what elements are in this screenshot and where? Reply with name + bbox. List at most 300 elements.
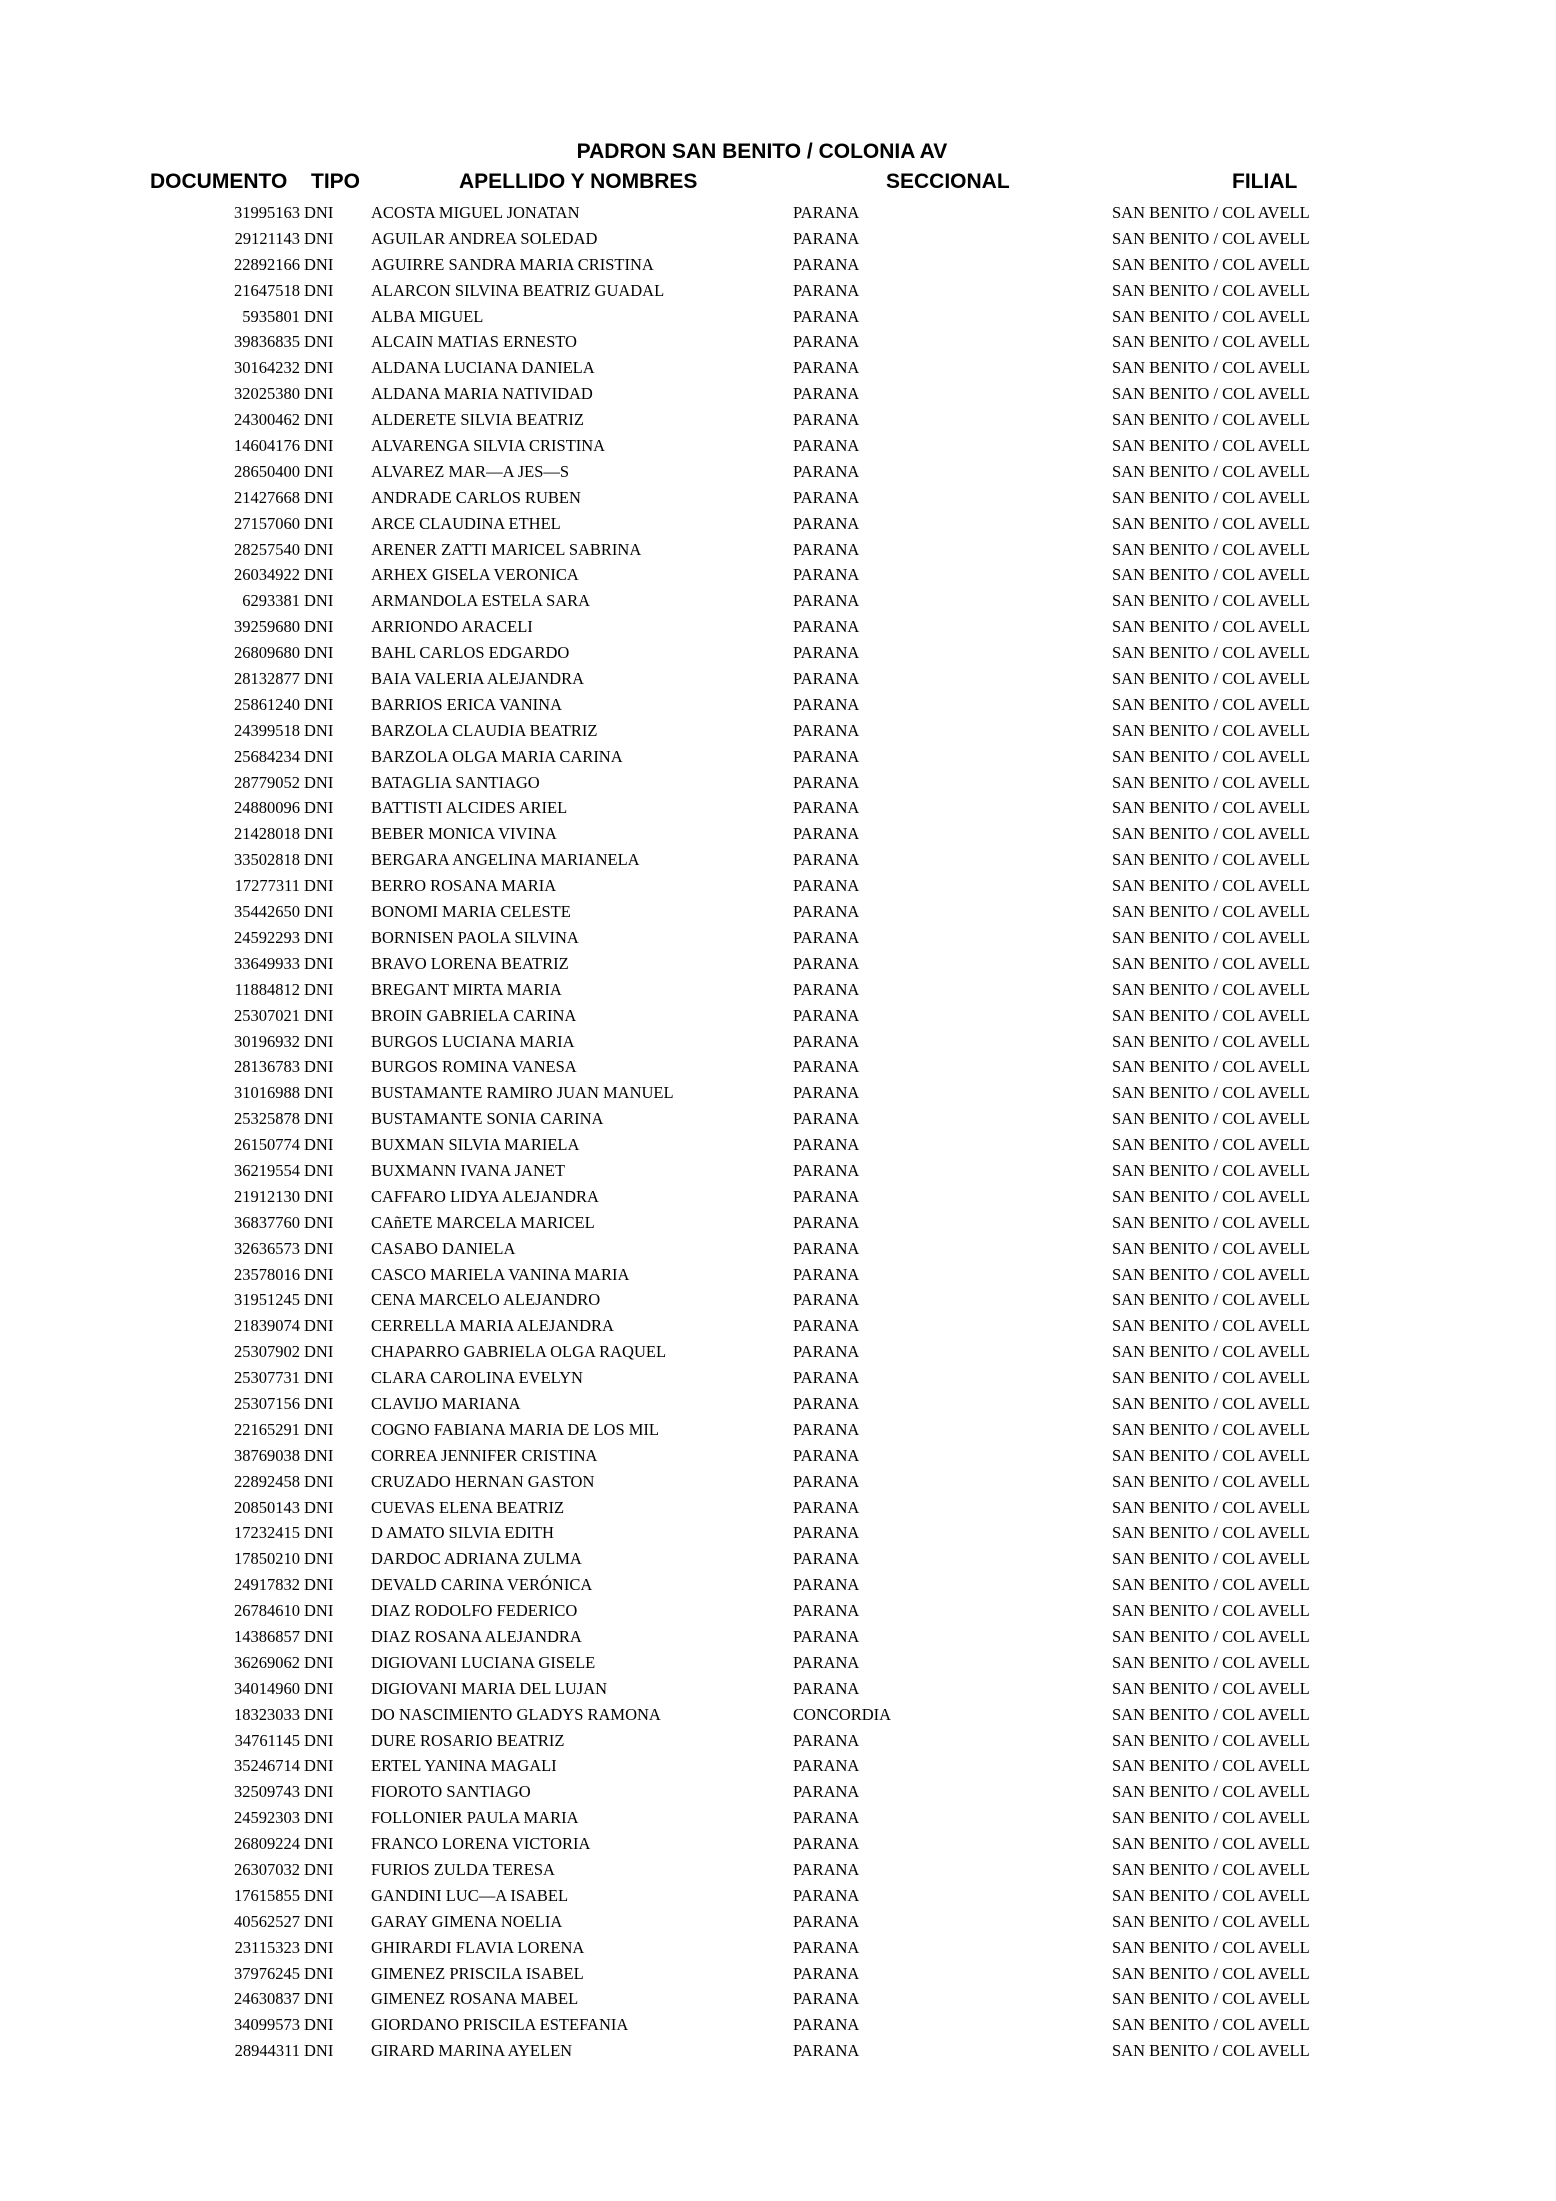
cell-filial: SAN BENITO / COL AVELL: [1112, 1160, 1310, 1180]
cell-tipo: DNI: [304, 824, 334, 844]
cell-tipo: DNI: [304, 410, 334, 430]
cell-apellido-y-nombres: BAIA VALERIA ALEJANDRA: [371, 669, 584, 689]
cell-filial: SAN BENITO / COL AVELL: [1112, 876, 1310, 896]
cell-filial: SAN BENITO / COL AVELL: [1112, 694, 1310, 714]
cell-apellido-y-nombres: DARDOC ADRIANA ZULMA: [371, 1549, 582, 1569]
cell-seccional: PARANA: [793, 746, 860, 766]
cell-documento: 31016988: [234, 1083, 300, 1103]
cell-documento: 28132877: [234, 669, 300, 689]
table-row: [0, 795, 1556, 821]
cell-tipo: DNI: [304, 876, 334, 896]
table-row: [0, 770, 1556, 796]
cell-documento: 25684234: [234, 746, 300, 766]
cell-apellido-y-nombres: CENA MARCELO ALEJANDRO: [371, 1290, 601, 1310]
cell-documento: 17232415: [234, 1523, 300, 1543]
cell-documento: 25307902: [234, 1342, 300, 1362]
cell-documento: 33502818: [234, 850, 300, 870]
cell-filial: SAN BENITO / COL AVELL: [1112, 1911, 1310, 1931]
cell-filial: SAN BENITO / COL AVELL: [1112, 1471, 1310, 1491]
cell-tipo: DNI: [304, 669, 334, 689]
cell-tipo: DNI: [304, 720, 334, 740]
cell-filial: SAN BENITO / COL AVELL: [1112, 1575, 1310, 1595]
cell-seccional: PARANA: [793, 1471, 860, 1491]
cell-filial: SAN BENITO / COL AVELL: [1112, 902, 1310, 922]
cell-documento: 28779052: [234, 772, 300, 792]
cell-tipo: DNI: [304, 772, 334, 792]
table-row: [0, 537, 1556, 563]
cell-seccional: PARANA: [793, 1989, 860, 2009]
cell-tipo: DNI: [304, 1575, 334, 1595]
cell-documento: 34099573: [234, 2015, 300, 2035]
cell-documento: 21647518: [234, 280, 300, 300]
cell-tipo: DNI: [304, 746, 334, 766]
table-row: [0, 433, 1556, 459]
cell-documento: 25307731: [234, 1368, 300, 1388]
cell-apellido-y-nombres: AGUIRRE SANDRA MARIA CRISTINA: [371, 254, 654, 274]
cell-apellido-y-nombres: DIAZ ROSANA ALEJANDRA: [371, 1626, 582, 1646]
cell-tipo: DNI: [304, 384, 334, 404]
cell-documento: 17615855: [234, 1885, 300, 1905]
cell-apellido-y-nombres: BARRIOS ERICA VANINA: [371, 694, 563, 714]
cell-documento: 34761145: [234, 1730, 300, 1750]
cell-filial: SAN BENITO / COL AVELL: [1112, 1445, 1310, 1465]
cell-documento: 25861240: [234, 694, 300, 714]
table-row: [0, 1262, 1556, 1288]
cell-apellido-y-nombres: CLARA CAROLINA EVELYN: [371, 1368, 583, 1388]
cell-seccional: PARANA: [793, 876, 860, 896]
table-row: [0, 1935, 1556, 1961]
cell-apellido-y-nombres: BROIN GABRIELA CARINA: [371, 1005, 577, 1025]
cell-seccional: PARANA: [793, 1601, 860, 1621]
cell-tipo: DNI: [304, 617, 334, 637]
cell-apellido-y-nombres: BERRO ROSANA MARIA: [371, 876, 557, 896]
cell-seccional: PARANA: [793, 436, 860, 456]
cell-tipo: DNI: [304, 306, 334, 326]
cell-tipo: DNI: [304, 1135, 334, 1155]
cell-filial: SAN BENITO / COL AVELL: [1112, 280, 1310, 300]
cell-tipo: DNI: [304, 979, 334, 999]
cell-apellido-y-nombres: DO NASCIMIENTO GLADYS RAMONA: [371, 1704, 661, 1724]
cell-tipo: DNI: [304, 436, 334, 456]
table-row: [0, 977, 1556, 1003]
cell-filial: SAN BENITO / COL AVELL: [1112, 1057, 1310, 1077]
cell-apellido-y-nombres: BONOMI MARIA CELESTE: [371, 902, 571, 922]
table-row: [0, 1365, 1556, 1391]
cell-filial: SAN BENITO / COL AVELL: [1112, 1264, 1310, 1284]
cell-documento: 28136783: [234, 1057, 300, 1077]
cell-tipo: DNI: [304, 1652, 334, 1672]
cell-seccional: PARANA: [793, 953, 860, 973]
cell-seccional: PARANA: [793, 902, 860, 922]
cell-filial: SAN BENITO / COL AVELL: [1112, 953, 1310, 973]
cell-tipo: DNI: [304, 280, 334, 300]
cell-documento: 31995163: [234, 203, 300, 222]
cell-apellido-y-nombres: BATTISTI ALCIDES ARIEL: [371, 798, 568, 818]
cell-seccional: PARANA: [793, 1264, 860, 1284]
cell-tipo: DNI: [304, 1471, 334, 1491]
cell-tipo: DNI: [304, 1419, 334, 1439]
table-row: [0, 1753, 1556, 1779]
table-row: [0, 1546, 1556, 1572]
cell-tipo: DNI: [304, 2041, 334, 2061]
table-row: [0, 588, 1556, 614]
cell-seccional: PARANA: [793, 1083, 860, 1103]
cell-filial: SAN BENITO / COL AVELL: [1112, 410, 1310, 430]
cell-seccional: PARANA: [793, 824, 860, 844]
cell-seccional: PARANA: [793, 617, 860, 637]
cell-seccional: PARANA: [793, 1342, 860, 1362]
cell-seccional: PARANA: [793, 669, 860, 689]
cell-filial: SAN BENITO / COL AVELL: [1112, 436, 1310, 456]
cell-apellido-y-nombres: CHAPARRO GABRIELA OLGA RAQUEL: [371, 1342, 667, 1362]
cell-documento: 26307032: [234, 1860, 300, 1879]
cell-filial: SAN BENITO / COL AVELL: [1112, 461, 1310, 481]
cell-tipo: DNI: [304, 1083, 334, 1103]
cell-apellido-y-nombres: BATAGLIA SANTIAGO: [371, 772, 540, 792]
cell-apellido-y-nombres: ERTEL YANINA MAGALI: [371, 1756, 557, 1776]
cell-tipo: DNI: [304, 927, 334, 947]
table-row: [0, 1702, 1556, 1728]
cell-filial: SAN BENITO / COL AVELL: [1112, 539, 1310, 559]
cell-filial: SAN BENITO / COL AVELL: [1112, 1549, 1310, 1569]
table-row: [0, 1598, 1556, 1624]
cell-tipo: DNI: [304, 254, 334, 274]
cell-apellido-y-nombres: BURGOS ROMINA VANESA: [371, 1057, 577, 1077]
cell-apellido-y-nombres: ARRIONDO ARACELI: [371, 617, 533, 637]
cell-filial: SAN BENITO / COL AVELL: [1112, 332, 1310, 352]
cell-documento: 24592293: [234, 927, 300, 947]
cell-documento: 25307021: [234, 1005, 300, 1025]
cell-apellido-y-nombres: DIAZ RODOLFO FEDERICO: [371, 1601, 578, 1621]
cell-apellido-y-nombres: DEVALD CARINA VERÓNICA: [371, 1575, 593, 1595]
table-row: [0, 951, 1556, 977]
cell-filial: SAN BENITO / COL AVELL: [1112, 1834, 1310, 1854]
cell-apellido-y-nombres: BORNISEN PAOLA SILVINA: [371, 927, 579, 947]
cell-apellido-y-nombres: CLAVIJO MARIANA: [371, 1393, 521, 1413]
cell-seccional: PARANA: [793, 1911, 860, 1931]
cell-apellido-y-nombres: CAFFARO LIDYA ALEJANDRA: [371, 1186, 599, 1206]
cell-seccional: PARANA: [793, 1782, 860, 1802]
cell-tipo: DNI: [304, 1368, 334, 1388]
cell-seccional: PARANA: [793, 513, 860, 533]
cell-documento: 24592303: [234, 1808, 300, 1828]
cell-seccional: PARANA: [793, 798, 860, 818]
cell-filial: SAN BENITO / COL AVELL: [1112, 1316, 1310, 1336]
cell-apellido-y-nombres: ALDERETE SILVIA BEATRIZ: [371, 410, 584, 430]
cell-seccional: PARANA: [793, 203, 860, 222]
table-row: [0, 1443, 1556, 1469]
table-row: [0, 1779, 1556, 1805]
cell-tipo: DNI: [304, 1005, 334, 1025]
cell-filial: SAN BENITO / COL AVELL: [1112, 1342, 1310, 1362]
table-row: [0, 666, 1556, 692]
cell-seccional: PARANA: [793, 694, 860, 714]
cell-filial: SAN BENITO / COL AVELL: [1112, 306, 1310, 326]
cell-documento: 28944311: [234, 2041, 300, 2061]
cell-documento: 35442650: [234, 902, 300, 922]
cell-documento: 26809680: [234, 643, 300, 663]
table-row: [0, 1236, 1556, 1262]
cell-filial: SAN BENITO / COL AVELL: [1112, 1937, 1310, 1957]
cell-apellido-y-nombres: ANDRADE CARLOS RUBEN: [371, 487, 581, 507]
table-row: [0, 2038, 1556, 2064]
table-row: [0, 2012, 1556, 2038]
cell-filial: SAN BENITO / COL AVELL: [1112, 1860, 1310, 1879]
cell-seccional: PARANA: [793, 332, 860, 352]
cell-documento: 33649933: [234, 953, 300, 973]
cell-tipo: DNI: [304, 798, 334, 818]
cell-seccional: PARANA: [793, 1575, 860, 1595]
cell-filial: SAN BENITO / COL AVELL: [1112, 1523, 1310, 1543]
cell-apellido-y-nombres: CRUZADO HERNAN GASTON: [371, 1471, 595, 1491]
cell-apellido-y-nombres: ARCE CLAUDINA ETHEL: [371, 513, 561, 533]
cell-filial: SAN BENITO / COL AVELL: [1112, 850, 1310, 870]
cell-documento: 26809224: [234, 1834, 300, 1854]
cell-tipo: DNI: [304, 1031, 334, 1051]
cell-apellido-y-nombres: ALBA MIGUEL: [371, 306, 484, 326]
table-row: [0, 1313, 1556, 1339]
cell-tipo: DNI: [304, 1834, 334, 1854]
table-row: [0, 1080, 1556, 1106]
cell-apellido-y-nombres: BRAVO LORENA BEATRIZ: [371, 953, 569, 973]
cell-filial: SAN BENITO / COL AVELL: [1112, 2041, 1310, 2061]
table-row: [0, 1676, 1556, 1702]
cell-documento: 14604176: [234, 436, 300, 456]
cell-filial: SAN BENITO / COL AVELL: [1112, 384, 1310, 404]
cell-filial: SAN BENITO / COL AVELL: [1112, 1031, 1310, 1051]
table-row: [0, 381, 1556, 407]
cell-documento: 22892166: [234, 254, 300, 274]
page-title: PADRON SAN BENITO / COLONIA AV: [576, 140, 948, 163]
header-seccional: SECCIONAL: [886, 170, 1010, 193]
cell-documento: 18323033: [234, 1704, 300, 1724]
cell-seccional: PARANA: [793, 720, 860, 740]
padron-table: [0, 200, 1556, 2064]
cell-filial: SAN BENITO / COL AVELL: [1112, 1704, 1310, 1724]
table-row: [0, 925, 1556, 951]
cell-filial: SAN BENITO / COL AVELL: [1112, 1756, 1310, 1776]
cell-apellido-y-nombres: BARZOLA CLAUDIA BEATRIZ: [371, 720, 598, 740]
cell-seccional: PARANA: [793, 539, 860, 559]
cell-apellido-y-nombres: CASABO DANIELA: [371, 1238, 516, 1258]
table-row: [0, 1857, 1556, 1883]
cell-seccional: PARANA: [793, 1135, 860, 1155]
cell-tipo: DNI: [304, 1549, 334, 1569]
cell-documento: 24630837: [234, 1989, 300, 2009]
cell-apellido-y-nombres: DURE ROSARIO BEATRIZ: [371, 1730, 565, 1750]
cell-apellido-y-nombres: GANDINI LUC—A ISABEL: [371, 1885, 569, 1905]
cell-apellido-y-nombres: D AMATO SILVIA EDITH: [371, 1523, 554, 1543]
cell-tipo: DNI: [304, 1238, 334, 1258]
cell-filial: SAN BENITO / COL AVELL: [1112, 1652, 1310, 1672]
cell-documento: 11884812: [234, 979, 300, 999]
table-row: [0, 1495, 1556, 1521]
table-row: [0, 1417, 1556, 1443]
table-row: [0, 1158, 1556, 1184]
cell-filial: SAN BENITO / COL AVELL: [1112, 228, 1310, 248]
cell-seccional: PARANA: [793, 228, 860, 248]
cell-seccional: PARANA: [793, 1031, 860, 1051]
cell-seccional: PARANA: [793, 1626, 860, 1646]
table-row: [0, 1029, 1556, 1055]
cell-documento: 30164232: [234, 358, 300, 378]
cell-tipo: DNI: [304, 358, 334, 378]
cell-seccional: PARANA: [793, 1808, 860, 1828]
cell-filial: SAN BENITO / COL AVELL: [1112, 1782, 1310, 1802]
cell-filial: SAN BENITO / COL AVELL: [1112, 487, 1310, 507]
cell-filial: SAN BENITO / COL AVELL: [1112, 746, 1310, 766]
table-row: [0, 1624, 1556, 1650]
cell-seccional: PARANA: [793, 1238, 860, 1258]
cell-tipo: DNI: [304, 1756, 334, 1776]
cell-filial: SAN BENITO / COL AVELL: [1112, 798, 1310, 818]
cell-seccional: PARANA: [793, 1393, 860, 1413]
cell-tipo: DNI: [304, 1937, 334, 1957]
cell-documento: 21839074: [234, 1316, 300, 1336]
cell-seccional: PARANA: [793, 1523, 860, 1543]
table-row: [0, 614, 1556, 640]
cell-seccional: PARANA: [793, 1109, 860, 1129]
table-row: [0, 562, 1556, 588]
cell-documento: 20850143: [234, 1497, 300, 1517]
table-row: [0, 511, 1556, 537]
cell-filial: SAN BENITO / COL AVELL: [1112, 1885, 1310, 1905]
cell-tipo: DNI: [304, 461, 334, 481]
cell-apellido-y-nombres: ALDANA MARIA NATIVIDAD: [371, 384, 593, 404]
cell-filial: SAN BENITO / COL AVELL: [1112, 720, 1310, 740]
cell-tipo: DNI: [304, 1057, 334, 1077]
table-row: [0, 1339, 1556, 1365]
cell-apellido-y-nombres: BUXMANN IVANA JANET: [371, 1160, 566, 1180]
cell-tipo: DNI: [304, 487, 334, 507]
cell-seccional: PARANA: [793, 1445, 860, 1465]
header-filial: FILIAL: [1232, 170, 1298, 193]
header-tipo: TIPO: [311, 170, 361, 193]
table-row: [0, 1520, 1556, 1546]
cell-filial: SAN BENITO / COL AVELL: [1112, 2015, 1310, 2035]
cell-filial: SAN BENITO / COL AVELL: [1112, 617, 1310, 637]
table-row: [0, 1003, 1556, 1029]
cell-documento: 37976245: [234, 1963, 300, 1983]
cell-apellido-y-nombres: COGNO FABIANA MARIA DE LOS MIL: [371, 1419, 660, 1439]
cell-tipo: DNI: [304, 1445, 334, 1465]
cell-apellido-y-nombres: FOLLONIER PAULA MARIA: [371, 1808, 579, 1828]
cell-seccional: PARANA: [793, 1160, 860, 1180]
cell-apellido-y-nombres: GIORDANO PRISCILA ESTEFANIA: [371, 2015, 629, 2035]
cell-tipo: DNI: [304, 1342, 334, 1362]
cell-apellido-y-nombres: ALDANA LUCIANA DANIELA: [371, 358, 595, 378]
cell-filial: SAN BENITO / COL AVELL: [1112, 1678, 1310, 1698]
cell-documento: 24880096: [234, 798, 300, 818]
table-row: [0, 1831, 1556, 1857]
cell-seccional: PARANA: [793, 1678, 860, 1698]
cell-filial: SAN BENITO / COL AVELL: [1112, 1135, 1310, 1155]
cell-tipo: DNI: [304, 1160, 334, 1180]
cell-filial: SAN BENITO / COL AVELL: [1112, 513, 1310, 533]
cell-filial: SAN BENITO / COL AVELL: [1112, 643, 1310, 663]
cell-documento: 24917832: [234, 1575, 300, 1595]
cell-apellido-y-nombres: BAHL CARLOS EDGARDO: [371, 643, 570, 663]
cell-tipo: DNI: [304, 1860, 334, 1879]
cell-filial: SAN BENITO / COL AVELL: [1112, 591, 1310, 611]
cell-apellido-y-nombres: BUSTAMANTE SONIA CARINA: [371, 1109, 604, 1129]
cell-apellido-y-nombres: CERRELLA MARIA ALEJANDRA: [371, 1316, 614, 1336]
cell-filial: SAN BENITO / COL AVELL: [1112, 358, 1310, 378]
table-row: [0, 847, 1556, 873]
table-row: [0, 718, 1556, 744]
cell-tipo: DNI: [304, 1963, 334, 1983]
cell-seccional: PARANA: [793, 1316, 860, 1336]
table-row: [0, 1805, 1556, 1831]
cell-apellido-y-nombres: ARENER ZATTI MARICEL SABRINA: [371, 539, 642, 559]
cell-documento: 32025380: [234, 384, 300, 404]
table-row: [0, 1728, 1556, 1754]
cell-documento: 27157060: [234, 513, 300, 533]
cell-seccional: PARANA: [793, 384, 860, 404]
cell-tipo: DNI: [304, 513, 334, 533]
cell-tipo: DNI: [304, 1678, 334, 1698]
cell-documento: 25307156: [234, 1393, 300, 1413]
table-row: [0, 1132, 1556, 1158]
cell-documento: 40562527: [234, 1911, 300, 1931]
table-row: [0, 899, 1556, 925]
cell-documento: 6293381: [242, 591, 300, 611]
cell-seccional: PARANA: [793, 643, 860, 663]
cell-documento: 39836835: [234, 332, 300, 352]
cell-seccional: PARANA: [793, 1652, 860, 1672]
cell-tipo: DNI: [304, 1601, 334, 1621]
cell-tipo: DNI: [304, 1264, 334, 1284]
table-row: [0, 278, 1556, 304]
cell-tipo: DNI: [304, 850, 334, 870]
cell-seccional: PARANA: [793, 358, 860, 378]
table-row: [0, 640, 1556, 666]
cell-filial: SAN BENITO / COL AVELL: [1112, 772, 1310, 792]
cell-apellido-y-nombres: ARMANDOLA ESTELA SARA: [371, 591, 591, 611]
table-row: [0, 226, 1556, 252]
cell-seccional: PARANA: [793, 1756, 860, 1776]
cell-filial: SAN BENITO / COL AVELL: [1112, 669, 1310, 689]
cell-seccional: CONCORDIA: [793, 1704, 892, 1724]
cell-seccional: PARANA: [793, 2015, 860, 2035]
cell-seccional: PARANA: [793, 1005, 860, 1025]
cell-apellido-y-nombres: ALARCON SILVINA BEATRIZ GUADAL: [371, 280, 665, 300]
cell-documento: 5935801: [242, 306, 300, 326]
cell-tipo: DNI: [304, 1989, 334, 2009]
cell-documento: 21427668: [234, 487, 300, 507]
table-row: [0, 821, 1556, 847]
cell-documento: 22892458: [234, 1471, 300, 1491]
cell-documento: 21428018: [234, 824, 300, 844]
table-row: [0, 1391, 1556, 1417]
cell-tipo: DNI: [304, 1316, 334, 1336]
table-row: [0, 252, 1556, 278]
cell-documento: 23578016: [234, 1264, 300, 1284]
cell-apellido-y-nombres: BUSTAMANTE RAMIRO JUAN MANUEL: [371, 1083, 674, 1103]
cell-apellido-y-nombres: ARHEX GISELA VERONICA: [371, 565, 579, 585]
cell-apellido-y-nombres: DIGIOVANI LUCIANA GISELE: [371, 1652, 596, 1672]
cell-filial: SAN BENITO / COL AVELL: [1112, 1290, 1310, 1310]
cell-documento: 23115323: [234, 1937, 300, 1957]
cell-seccional: PARANA: [793, 979, 860, 999]
cell-documento: 25325878: [234, 1109, 300, 1129]
cell-apellido-y-nombres: CASCO MARIELA VANINA MARIA: [371, 1264, 630, 1284]
cell-seccional: PARANA: [793, 927, 860, 947]
table-row: [0, 873, 1556, 899]
cell-seccional: PARANA: [793, 1368, 860, 1388]
cell-apellido-y-nombres: FRANCO LORENA VICTORIA: [371, 1834, 591, 1854]
cell-apellido-y-nombres: BUXMAN SILVIA MARIELA: [371, 1135, 580, 1155]
